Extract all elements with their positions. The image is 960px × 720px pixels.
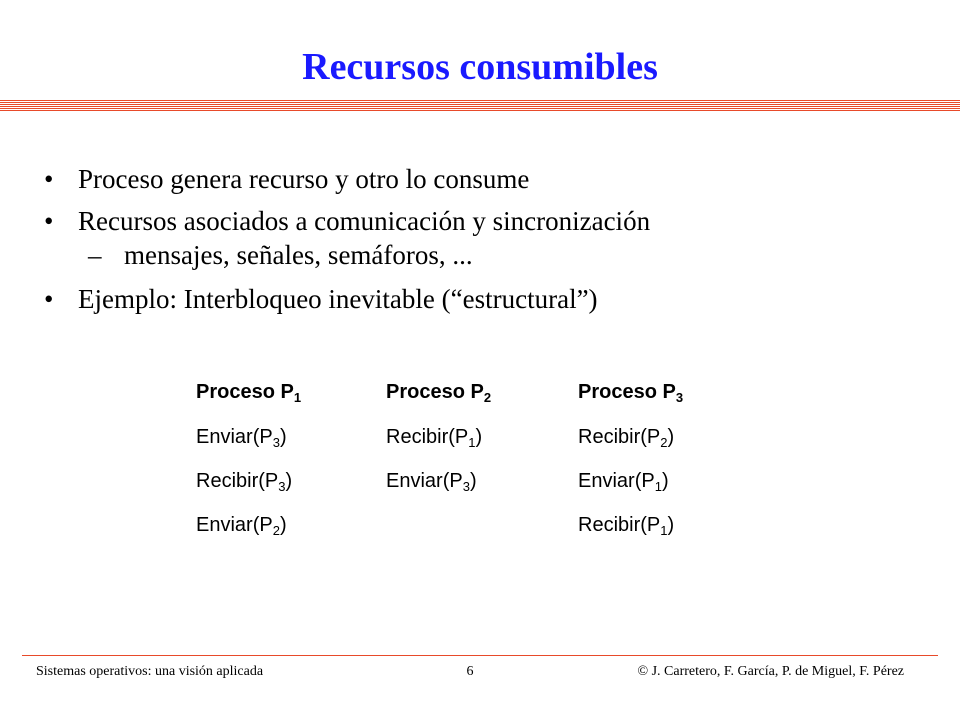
- op-close: ): [469, 470, 477, 492]
- op-close: ): [279, 514, 287, 536]
- op-text: Recibir(P: [196, 470, 279, 492]
- bullet-dot: •: [44, 164, 54, 194]
- process-column-p1: [196, 372, 396, 550]
- op-sub: 1: [468, 435, 476, 450]
- footer-book-title: Sistemas operativos: una visión aplicada: [36, 664, 264, 679]
- process-header-sub: 1: [293, 390, 302, 405]
- process-op: [196, 506, 396, 550]
- op-close: ): [667, 514, 675, 536]
- bullet-dot: •: [44, 284, 54, 314]
- op-sub: 3: [278, 479, 286, 494]
- op-sub: 1: [654, 479, 662, 494]
- page-number: 6: [466, 664, 474, 679]
- process-header-sub: 3: [675, 390, 684, 405]
- op-sub: 2: [660, 435, 668, 450]
- process-op: [386, 462, 586, 506]
- process-header-label: Proceso P: [578, 381, 676, 403]
- op-text: Enviar(P: [578, 470, 655, 492]
- slide-title: Recursos consumibles: [302, 46, 658, 88]
- bullet-item: [44, 200, 944, 242]
- title-underline: [0, 100, 960, 112]
- op-sub: 3: [272, 435, 280, 450]
- op-close: ): [285, 470, 293, 492]
- process-op: [196, 462, 396, 506]
- process-header: [386, 372, 586, 418]
- op-close: ): [279, 426, 287, 448]
- sub-bullet-text: mensajes, señales, semáforos, ...: [124, 240, 473, 270]
- bullet-text: Ejemplo: Interbloqueo inevitable (“estructural”): [78, 284, 598, 314]
- process-op: [196, 418, 396, 462]
- footer-divider: [22, 655, 938, 656]
- process-op: [578, 462, 778, 506]
- op-text: Enviar(P: [196, 514, 273, 536]
- process-header-sub: 2: [483, 390, 492, 405]
- op-text: Recibir(P: [578, 514, 661, 536]
- process-header-label: Proceso P: [386, 381, 484, 403]
- sub-bullet-dash: –: [88, 240, 102, 270]
- op-text: Enviar(P: [386, 470, 463, 492]
- op-close: ): [661, 470, 669, 492]
- bullet-text: Recursos asociados a comunicación y sincronización: [78, 206, 651, 236]
- process-header-label: Proceso P: [196, 381, 294, 403]
- op-sub: 3: [462, 479, 470, 494]
- process-op: [386, 418, 586, 462]
- op-text: Enviar(P: [196, 426, 273, 448]
- footer-copyright: © J. Carretero, F. García, P. de Miguel, F. Pérez: [637, 664, 904, 679]
- process-op: [578, 506, 778, 550]
- process-column-p2: [386, 372, 586, 506]
- process-header: [196, 372, 396, 418]
- process-column-p3: [578, 372, 778, 550]
- bullet-list: [44, 158, 944, 320]
- bullet-item: [44, 278, 944, 320]
- op-sub: 2: [272, 523, 280, 538]
- op-text: Recibir(P: [386, 426, 469, 448]
- op-close: ): [475, 426, 483, 448]
- bullet-dot: •: [44, 206, 54, 236]
- process-header: [578, 372, 778, 418]
- sub-bullet-item: [44, 238, 944, 272]
- bullet-text: Proceso genera recurso y otro lo consume: [78, 164, 530, 194]
- bullet-item: [44, 158, 944, 200]
- op-text: Recibir(P: [578, 426, 661, 448]
- op-sub: 1: [660, 523, 668, 538]
- op-close: ): [667, 426, 675, 448]
- process-op: [578, 418, 778, 462]
